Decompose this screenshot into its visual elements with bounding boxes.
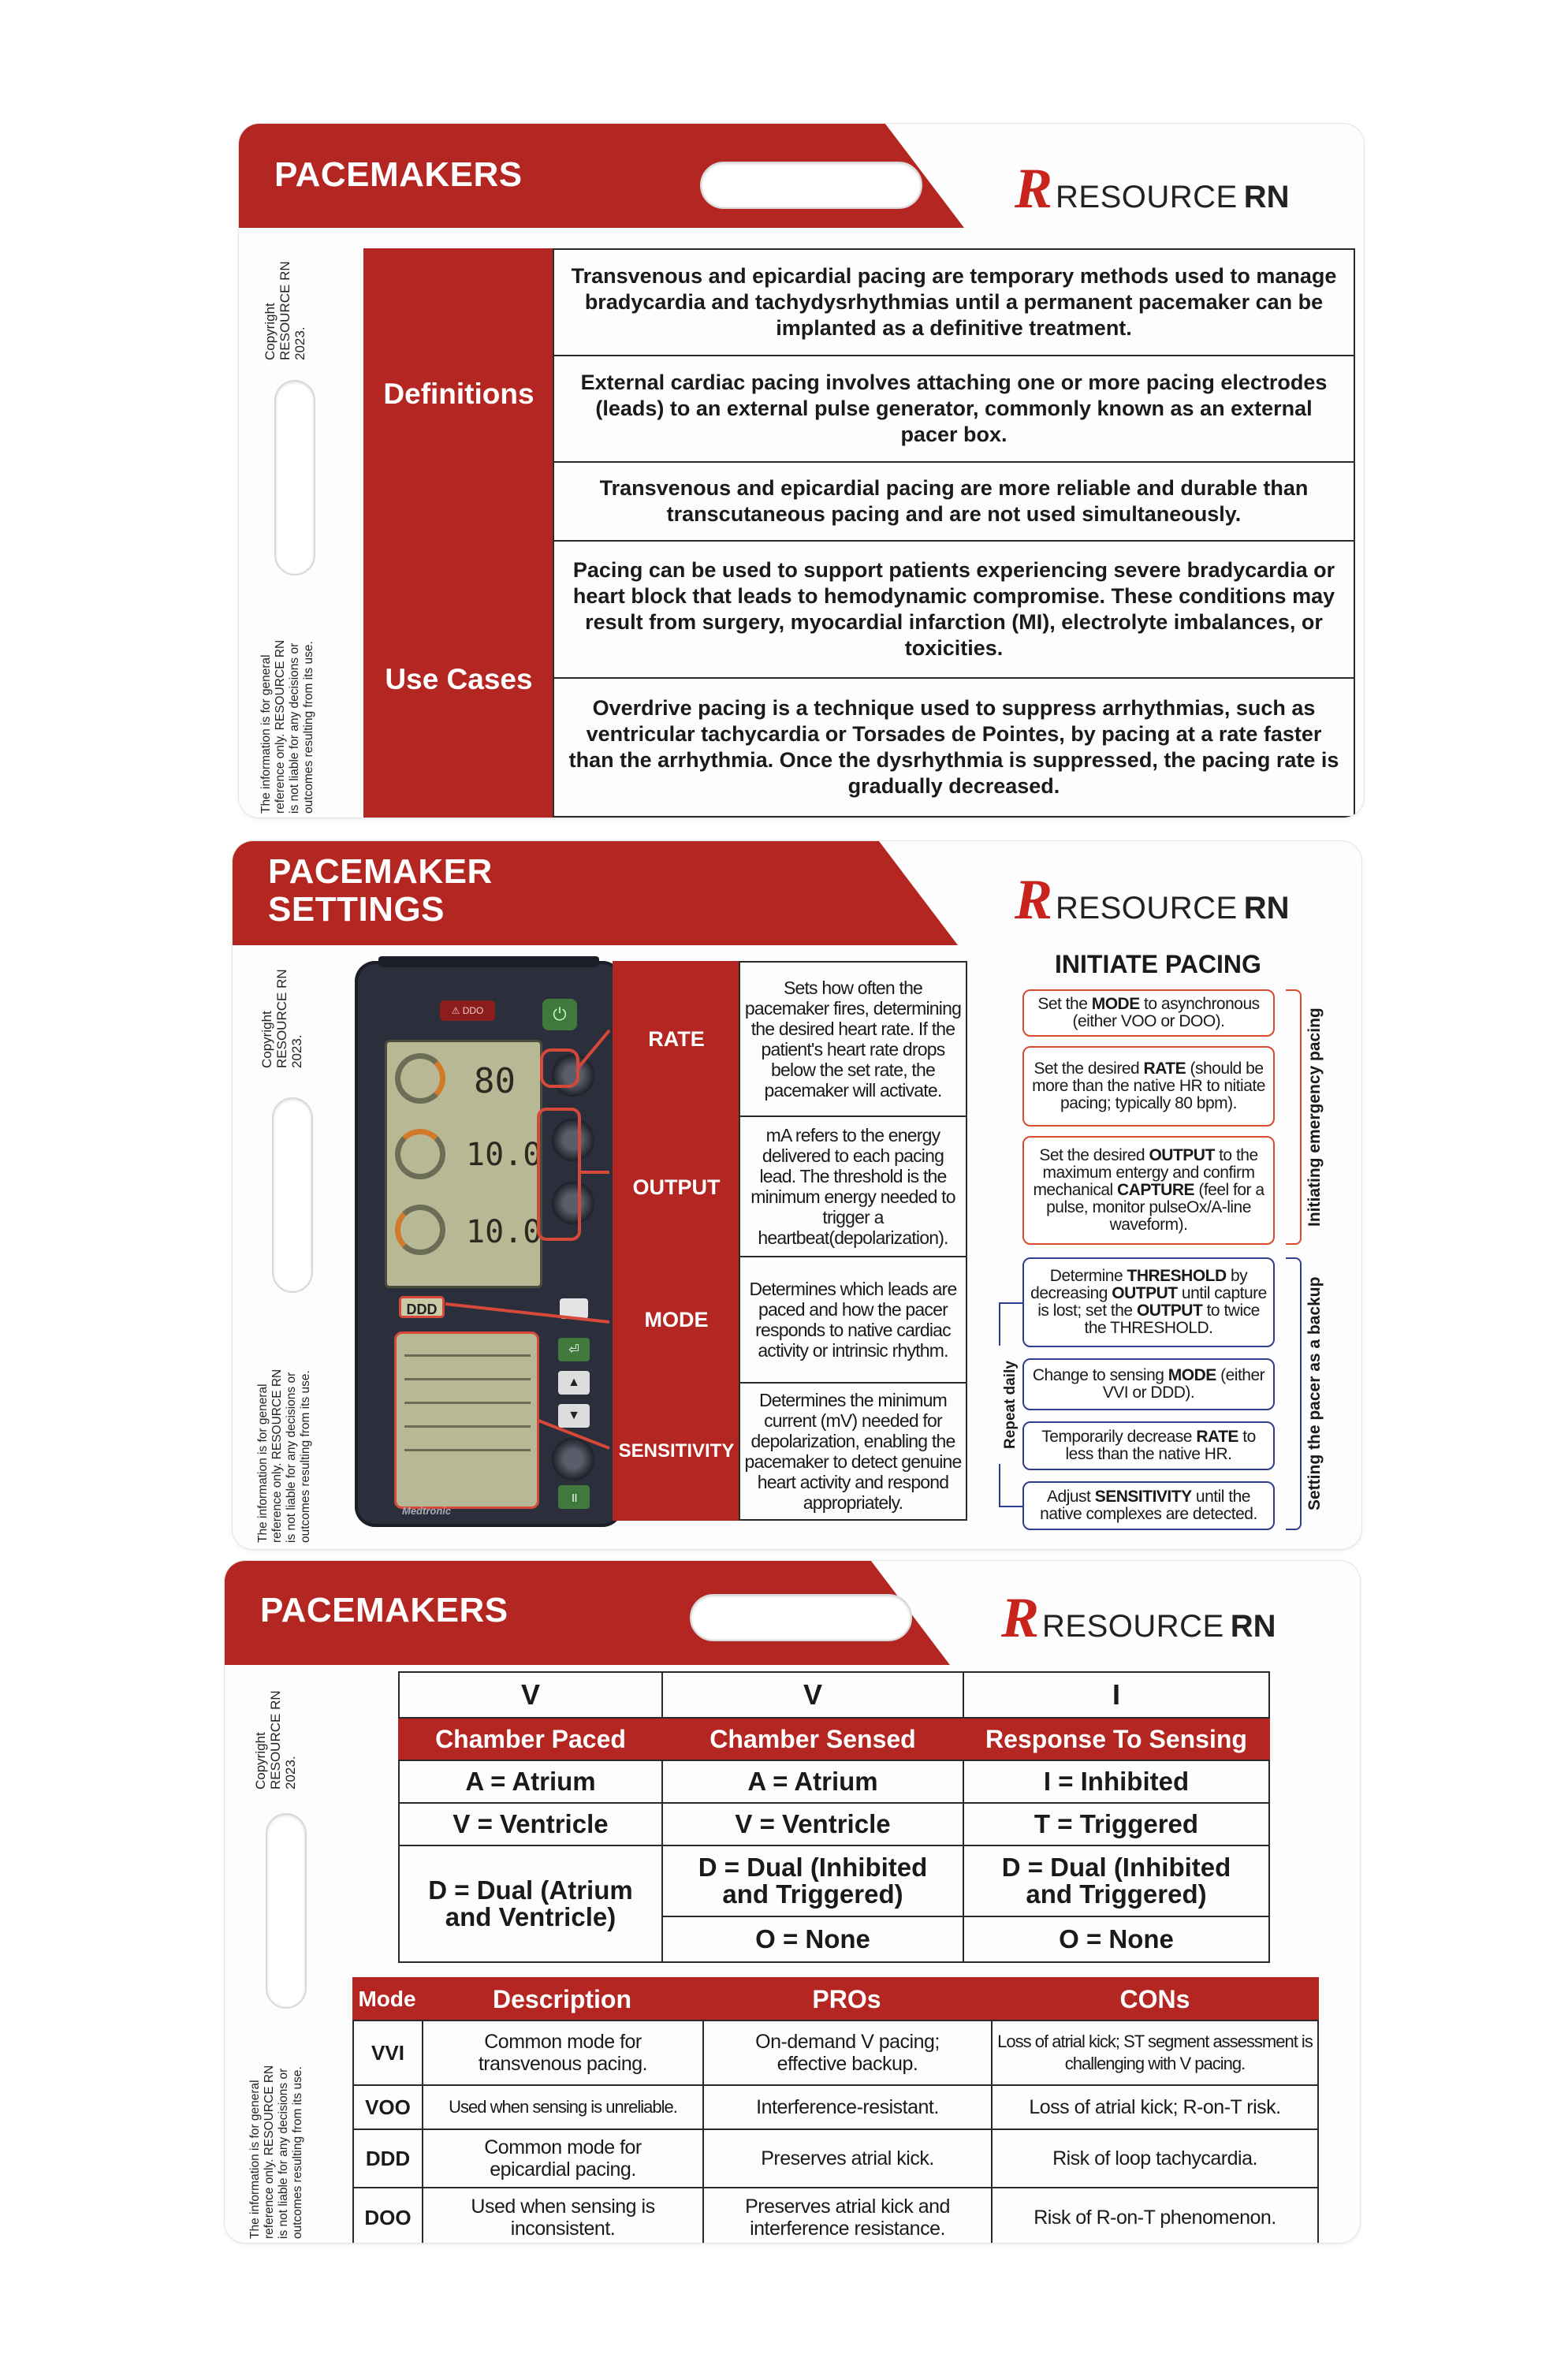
code-cell: O = None xyxy=(963,1916,1270,1963)
setting-desc-mode: Determines which leads are paced and how the pacer responds to native cardiac activity or intrinsic rhythm. xyxy=(739,1256,967,1384)
mode-header: CONs xyxy=(991,1977,1319,2021)
logo-rn: RN xyxy=(1243,891,1290,926)
pros-cell: Preserves atrial kick. xyxy=(702,2128,993,2188)
side-slot xyxy=(266,1813,307,2009)
code-cell: A = Atrium xyxy=(661,1760,964,1804)
code-cell: D = Dual (Atrium and Ventricle) xyxy=(398,1845,663,1963)
lanyard-slot xyxy=(700,162,922,209)
backup-step: Temporarily decrease RATE to less than the native HR. xyxy=(1022,1421,1275,1470)
use-cases-label: Use Cases xyxy=(363,540,554,818)
backup-bracket xyxy=(1286,1257,1302,1530)
code-header: Chamber Paced xyxy=(398,1719,663,1760)
pros-cell: On-demand V pacing; effective backup. xyxy=(702,2020,993,2086)
logo-rn: RN xyxy=(1243,180,1290,214)
mode-header: Description xyxy=(422,1977,702,2021)
backup-step: Change to sensing MODE (either VVI or DDD). xyxy=(1022,1358,1275,1410)
card-modes xyxy=(225,1561,1360,2243)
logo-rn: RN xyxy=(1230,1609,1276,1644)
mode-cell: VVI xyxy=(352,2020,423,2086)
mode-header: PROs xyxy=(702,1977,991,2021)
output-v-value: 10.0 xyxy=(466,1214,542,1250)
card-settings xyxy=(233,841,1361,1549)
output-a-value: 10.0 xyxy=(466,1137,542,1173)
copyright-text: Copyright RESOURCE RN 2023. xyxy=(263,261,307,360)
setting-name-mode: MODE xyxy=(613,1257,740,1382)
logo-r-icon: R xyxy=(1001,1586,1040,1649)
initiating-label: Initiating emergency pacing xyxy=(1305,1007,1324,1227)
code-cell: V = Ventricle xyxy=(398,1802,663,1846)
description-cell: Common mode for epicardial pacing. xyxy=(422,2128,704,2188)
mode-cell: VOO xyxy=(352,2084,423,2130)
copyright-text: Copyright RESOURCE RN 2023. xyxy=(253,1690,298,1790)
warning-icon: ⚠ xyxy=(451,1005,463,1016)
logo-text: RESOURCE xyxy=(1056,180,1238,214)
use-case-item: Pacing can be used to support patients experiencing severe bradycardia or heart block that leads to hemodynamic compromise. These conditions may result from surgery, myocardial infarction (MI), electrolyte imbalances, or toxicities. xyxy=(553,540,1355,679)
description-cell: Used when sensing is inconsistent. xyxy=(422,2187,704,2243)
card-title-line1: PACEMAKER xyxy=(268,852,493,891)
code-cell: O = None xyxy=(661,1916,964,1963)
brand-logo xyxy=(1001,1586,1276,1649)
card-definitions xyxy=(239,124,1364,818)
code-header: Response To Sensing xyxy=(963,1719,1270,1760)
pause-button[interactable]: ॥ xyxy=(558,1485,590,1509)
setting-desc-rate: Sets how often the pacemaker fires, determining the desired heart rate. If the patient's heart rate drops below the set rate, the pacemaker will activate. xyxy=(739,961,967,1117)
code-cell: I = Inhibited xyxy=(963,1760,1270,1804)
card-title: PACEMAKERS xyxy=(274,155,523,194)
backup-step: Determine THRESHOLD by decreasing OUTPUT until capture is lost; set the OUTPUT to twice the THRESHOLD. xyxy=(1022,1257,1275,1347)
definition-item: Transvenous and epicardial pacing are temporary methods used to manage bradycardia and tachydysrhythmias until a permanent pacemaker can be implanted as a definitive treatment. xyxy=(553,248,1355,356)
copyright-text: Copyright RESOURCE RN 2023. xyxy=(259,969,304,1068)
use-case-item: Overdrive pacing is a technique used to suppress arrhythmias, such as ventricular tachycardia or Torsades de Pointes, by pacing at a rate faster than the arrhythmia. Once the dysrhythmia is suppressed, the pacing rate is gradually decreased. xyxy=(553,677,1355,818)
code-letter: I xyxy=(963,1671,1270,1719)
logo-text: RESOURCE xyxy=(1042,1609,1224,1644)
initiate-title: INITIATE PACING xyxy=(1055,950,1261,978)
initiate-step: Set the MODE to asynchronous (either VOO or DOO). xyxy=(1022,989,1275,1037)
initiate-step: Set the desired OUTPUT to the maximum entergy and confirm mechanical CAPTURE (feel for a pulse, monitor pulseOx/A-line waveform). xyxy=(1022,1136,1275,1245)
definitions-label: Definitions xyxy=(363,248,554,540)
mode-display: DDD xyxy=(399,1296,445,1318)
logo-r-icon: R xyxy=(1015,157,1053,220)
cons-cell: Loss of atrial kick; ST segment assessment is challenging with V pacing. xyxy=(991,2020,1319,2086)
code-letter: V xyxy=(398,1671,663,1719)
setting-desc-sensitivity: Determines the minimum current (mV) needed for depolarization, enabling the pacemaker to detect genuine heart activity and respond appropriately. xyxy=(739,1382,967,1521)
code-cell: T = Triggered xyxy=(963,1802,1270,1846)
cons-cell: Risk of loop tachycardia. xyxy=(991,2128,1319,2188)
power-button[interactable]: ⏻ xyxy=(542,999,577,1030)
definition-item: Transvenous and epicardial pacing are more reliable and durable than transcutaneous pacing and are not used simultaneously. xyxy=(553,461,1355,542)
lanyard-slot xyxy=(690,1594,912,1641)
enter-button[interactable]: ⏎ xyxy=(558,1338,590,1361)
card-title-line2: SETTINGS xyxy=(268,890,445,929)
repeat-label: Repeat daily xyxy=(999,1346,1022,1464)
initiate-bracket xyxy=(1286,989,1302,1245)
disclaimer-text: The information is for general reference only. RESOURCE RN is not liable for any decisions or outcomes resulting from its use. xyxy=(259,639,315,814)
disclaimer-text: The information is for general reference only. RESOURCE RN is not liable for any decisions or outcomes resulting from its use. xyxy=(256,1369,312,1543)
code-letter: V xyxy=(661,1671,964,1719)
mode-cell: DDD xyxy=(352,2128,423,2188)
mode-badge-text: DDO xyxy=(462,1005,484,1016)
mode-cell: DOO xyxy=(352,2187,423,2243)
pros-cell: Interference-resistant. xyxy=(702,2084,993,2130)
card-title: PACEMAKERS xyxy=(260,1591,508,1629)
rate-value: 80 xyxy=(474,1061,516,1101)
description-cell: Common mode for transvenous pacing. xyxy=(422,2020,704,2086)
device-brand: Medtronic xyxy=(402,1505,452,1517)
code-cell: D = Dual (Inhibited and Triggered) xyxy=(661,1845,964,1917)
initiate-step: Set the desired RATE (should be more than the native HR to nitiate pacing; typically 80 bpm). xyxy=(1022,1046,1275,1127)
cons-cell: Loss of atrial kick; R-on-T risk. xyxy=(991,2084,1319,2130)
code-cell: D = Dual (Inhibited and Triggered) xyxy=(963,1845,1270,1917)
up-arrow-button[interactable]: ▲ xyxy=(558,1371,590,1395)
setting-name-rate: RATE xyxy=(613,961,740,1117)
description-cell: Used when sensing is unreliable. xyxy=(422,2084,704,2130)
backup-label: Setting the pacer as a backup xyxy=(1305,1276,1324,1511)
side-slot xyxy=(274,380,315,575)
setting-desc-output: mA refers to the energy delivered to each pacing lead. The threshold is the minimum energy needed to trigger a heartbeat(depolarization). xyxy=(739,1115,967,1257)
setting-name-output: OUTPUT xyxy=(613,1117,740,1257)
down-arrow-button[interactable]: ▼ xyxy=(558,1404,590,1428)
cons-cell: Risk of R-on-T phenomenon. xyxy=(991,2187,1319,2243)
mode-header: Mode xyxy=(352,1977,422,2021)
definition-item: External cardiac pacing involves attaching one or more pacing electrodes (leads) to an external pulse generator, commonly known as an external pacer box. xyxy=(553,355,1355,463)
pros-cell: Preserves atrial kick and interference resistance. xyxy=(702,2187,993,2243)
disclaimer-text: The information is for general reference only. RESOURCE RN is not liable for any decisions or outcomes resulting from its use. xyxy=(248,2065,304,2239)
code-header: Chamber Sensed xyxy=(661,1719,964,1760)
brand-logo xyxy=(1015,157,1290,220)
code-cell: V = Ventricle xyxy=(661,1802,964,1846)
setting-name-sensitivity: SENSITIVITY xyxy=(613,1382,740,1521)
logo-text: RESOURCE xyxy=(1056,891,1238,926)
backup-step: Adjust SENSITIVITY until the native complexes are detected. xyxy=(1022,1481,1275,1530)
code-cell: A = Atrium xyxy=(398,1760,663,1804)
logo-r-icon: R xyxy=(1015,868,1053,931)
